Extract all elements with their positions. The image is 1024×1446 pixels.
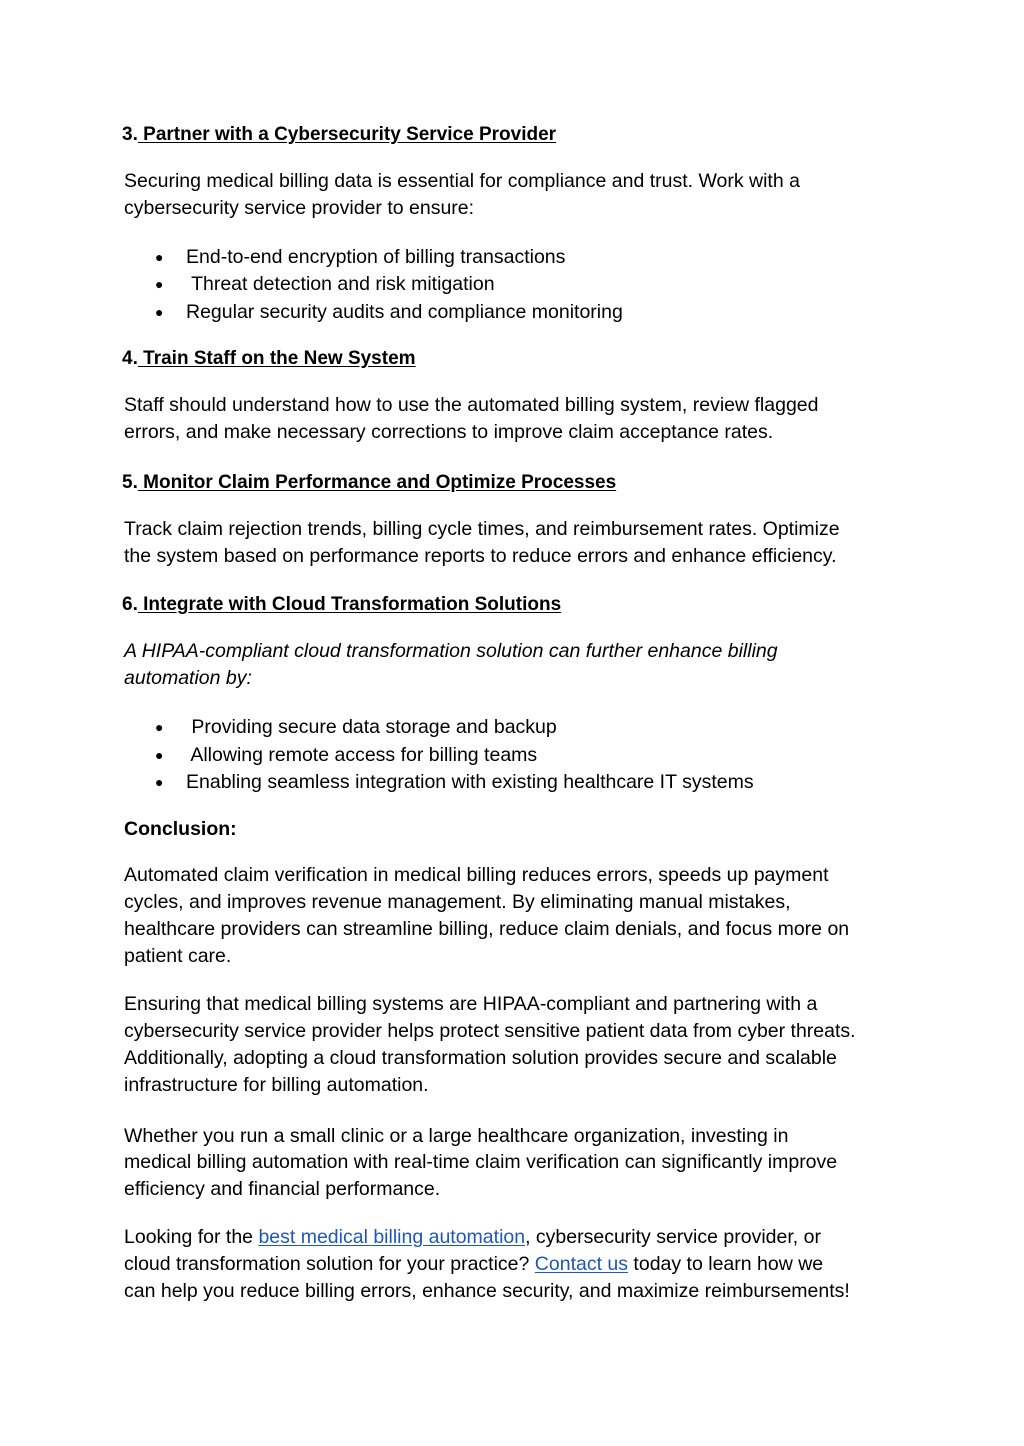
cta-text: Looking for the xyxy=(124,1226,259,1248)
list-item xyxy=(155,299,623,326)
list-item-text: Providing secure data storage and backup xyxy=(186,716,557,738)
list-item xyxy=(155,271,495,298)
bullet-icon: ● xyxy=(155,276,164,292)
conclusion-heading: Conclusion: xyxy=(124,818,237,840)
section-number: 3. xyxy=(122,124,138,145)
list-item-text: End-to-end encryption of billing transactions xyxy=(186,246,566,268)
list-item-text: Allowing remote access for billing teams xyxy=(186,744,538,766)
list-item-text: Threat detection and risk mitigation xyxy=(186,273,495,295)
contact-us-link[interactable]: Contact us xyxy=(534,1253,629,1275)
paragraph-line: Track claim rejection trends, billing cycle times, and reimbursement rates. Optimize xyxy=(124,518,840,540)
paragraph-line: cycles, and improves revenue management. By eliminating manual mistakes, xyxy=(124,891,791,913)
section-title: Monitor Claim Performance and Optimize Processes xyxy=(143,472,617,493)
list-item xyxy=(155,714,557,741)
list-item xyxy=(155,742,537,769)
cta-line: can help you reduce billing errors, enhance security, and maximize reimbursements! xyxy=(124,1280,850,1302)
paragraph-line: the system based on performance reports to reduce errors and enhance efficiency. xyxy=(124,545,837,567)
best-medical-billing-automation-link[interactable]: best medical billing automation xyxy=(258,1226,526,1248)
paragraph-line: cybersecurity service provider to ensure: xyxy=(124,197,475,219)
paragraph-line: Staff should understand how to use the automated billing system, review flagged xyxy=(124,394,819,416)
paragraph-line: healthcare providers can streamline billing, reduce claim denials, and focus more on xyxy=(124,918,850,940)
section-number: 5. xyxy=(122,472,138,493)
paragraph-line: medical billing automation with real-time claim verification can significantly improve xyxy=(124,1151,838,1173)
section-3-heading xyxy=(122,123,556,147)
paragraph-line: A HIPAA-compliant cloud transformation solution can further enhance billing xyxy=(124,640,778,662)
section-5-heading xyxy=(122,471,616,495)
cta-text: , cybersecurity service provider, or xyxy=(525,1226,821,1248)
paragraph-line: errors, and make necessary corrections to improve claim acceptance rates. xyxy=(124,421,774,443)
section-number: 4. xyxy=(122,348,138,369)
section-title: Train Staff on the New System xyxy=(143,348,416,369)
paragraph-line: Securing medical billing data is essential for compliance and trust. Work with a xyxy=(124,170,800,192)
paragraph-line: efficiency and financial performance. xyxy=(124,1178,441,1200)
section-6-heading xyxy=(122,593,561,617)
bullet-icon: ● xyxy=(155,747,164,763)
section-number: 6. xyxy=(122,594,138,615)
cta-text: today to learn how we xyxy=(628,1253,824,1275)
list-item-text: Enabling seamless integration with existing healthcare IT systems xyxy=(186,771,754,793)
cta-line xyxy=(124,1251,823,1278)
paragraph-line: Automated claim verification in medical billing reduces errors, speeds up payment xyxy=(124,864,829,886)
cta-text: cloud transformation solution for your practice? xyxy=(124,1253,535,1275)
list-item xyxy=(155,769,754,796)
paragraph-line: Whether you run a small clinic or a large healthcare organization, investing in xyxy=(124,1125,789,1147)
bullet-icon: ● xyxy=(155,249,164,265)
paragraph-line: automation by: xyxy=(124,667,252,689)
bullet-icon: ● xyxy=(155,719,164,735)
paragraph-line: patient care. xyxy=(124,945,232,967)
paragraph-line: infrastructure for billing automation. xyxy=(124,1074,429,1096)
list-item xyxy=(155,244,565,271)
section-title: Integrate with Cloud Transformation Solutions xyxy=(143,594,562,615)
paragraph-line: cybersecurity service provider helps protect sensitive patient data from cyber threats. xyxy=(124,1020,856,1042)
bullet-icon: ● xyxy=(155,304,164,320)
section-title: Partner with a Cybersecurity Service Provider xyxy=(143,124,557,145)
paragraph-line: Additionally, adopting a cloud transformation solution provides secure and scalable xyxy=(124,1047,837,1069)
paragraph-line: Ensuring that medical billing systems are HIPAA-compliant and partnering with a xyxy=(124,993,818,1015)
section-4-heading xyxy=(122,347,416,371)
bullet-icon: ● xyxy=(155,774,164,790)
list-item-text: Regular security audits and compliance monitoring xyxy=(186,301,623,323)
cta-line xyxy=(124,1224,821,1251)
